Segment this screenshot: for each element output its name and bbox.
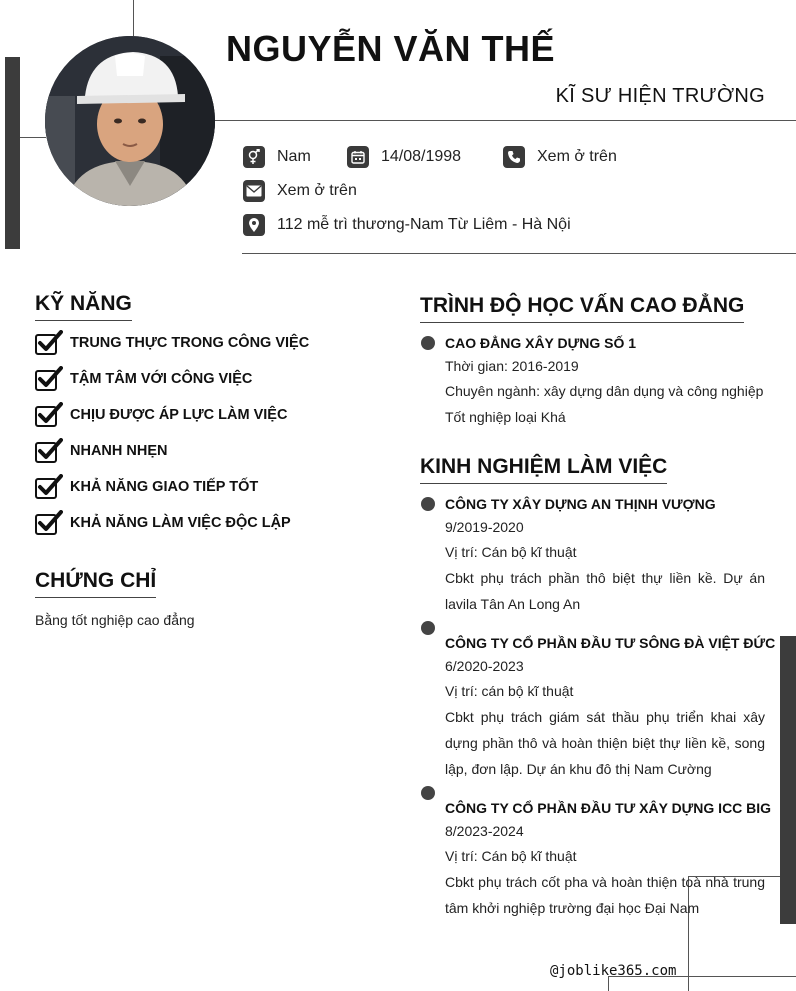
skill-label: KHẢ NĂNG LÀM VIỆC ĐỘC LẬP	[70, 515, 291, 531]
info-birthdate	[347, 146, 461, 168]
skill-label: CHỊU ĐƯỢC ÁP LỰC LÀM VIỆC	[70, 407, 288, 423]
info-gender	[243, 146, 311, 168]
job-position: Vị trí: cán bộ kĩ thuật	[445, 683, 574, 699]
job-title: KĨ SƯ HIỆN TRƯỜNG	[555, 85, 765, 107]
checkbox-check-icon	[35, 330, 63, 356]
info-address	[243, 214, 571, 236]
calendar-icon	[347, 146, 369, 168]
skill-item	[35, 402, 287, 428]
job-description: Cbkt phụ trách phần thô biệt thự liền kề. Dự án lavila Tân An Long An	[445, 570, 765, 612]
job-description: Cbkt phụ trách giám sát thầu phụ triển khai xây dựng phần thô và hoàn thiện biệt thự liền kề, song lập, đơn lập. Dự án khu đô thị Nam Cường	[445, 709, 765, 777]
avatar-horizontal-line	[20, 137, 46, 138]
location-pin-icon	[243, 214, 265, 236]
timeline-bullet	[421, 336, 435, 350]
skill-label: TRUNG THỰC TRONG CÔNG VIỆC	[70, 335, 310, 351]
phone-value: Xem ở trên	[537, 148, 617, 165]
info-divider	[242, 253, 796, 254]
education-time: Thời gian: 2016-2019	[445, 358, 579, 374]
checkbox-check-icon	[35, 438, 63, 464]
job-position: Vị trí: Cán bộ kĩ thuật	[445, 848, 577, 864]
email-value: Xem ở trên	[277, 182, 357, 199]
job-company: CÔNG TY XÂY DỰNG AN THỊNH VƯỢNG	[445, 496, 716, 512]
skill-item	[35, 438, 167, 464]
education-grade: Tốt nghiệp loại Khá	[445, 409, 566, 425]
skill-item	[35, 474, 258, 500]
skill-item	[35, 330, 309, 356]
education-school: CAO ĐẲNG XÂY DỰNG SỐ 1	[445, 335, 637, 351]
skill-item	[35, 510, 291, 536]
phone-icon	[503, 146, 525, 168]
education-title: TRÌNH ĐỘ HỌC VẤN CAO ĐẲNG	[420, 294, 744, 323]
skill-label: TẬM TÂM VỚI CÔNG VIỆC	[70, 371, 253, 387]
info-phone	[503, 146, 617, 168]
avatar-portrait	[45, 36, 215, 206]
avatar	[45, 36, 215, 206]
checkbox-check-icon	[35, 474, 63, 500]
skills-title: KỸ NĂNG	[35, 292, 132, 321]
job-company: CÔNG TY CỔ PHẦN ĐẦU TƯ XÂY DỰNG ICC BIG	[445, 800, 772, 816]
birthdate-value: 14/08/1998	[381, 148, 462, 165]
candidate-name: NGUYỄN VĂN THẾ	[226, 28, 556, 69]
skill-label: KHẢ NĂNG GIAO TIẾP TỐT	[70, 479, 259, 495]
right-accent-bar	[780, 636, 796, 924]
timeline-bullet	[421, 621, 435, 635]
job-position: Vị trí: Cán bộ kĩ thuật	[445, 544, 577, 560]
info-email	[243, 180, 357, 202]
top-vertical-line	[133, 0, 134, 36]
header-divider	[215, 120, 796, 121]
watermark-text: @joblike365.com	[550, 963, 677, 979]
certificate-text: Bằng tốt nghiệp cao đẳng	[35, 612, 195, 628]
checkbox-check-icon	[35, 366, 63, 392]
job-period: 6/2020-2023	[445, 658, 524, 674]
timeline-bullet	[421, 786, 435, 800]
email-icon	[243, 180, 265, 202]
job-period: 9/2019-2020	[445, 519, 524, 535]
job-description: Cbkt phụ trách cốt pha và hoàn thiện toà nhà trung tâm khởi nghiệp trường đại học Đại Nam	[445, 874, 765, 916]
job-period: 8/2023-2024	[445, 823, 524, 839]
experience-title: KINH NGHIỆM LÀM VIỆC	[420, 455, 667, 484]
left-accent-bar	[5, 57, 20, 249]
address-value: 112 mễ trì thương-Nam Từ Liêm - Hà Nội	[277, 216, 571, 233]
checkbox-check-icon	[35, 402, 63, 428]
education-major: Chuyên ngành: xây dựng dân dụng và công nghiệp	[445, 383, 764, 399]
job-company: CÔNG TY CỔ PHẦN ĐẦU TƯ SÔNG ĐÀ VIỆT ĐỨC	[445, 635, 776, 651]
gender-value: Nam	[277, 148, 311, 165]
checkbox-check-icon	[35, 510, 63, 536]
timeline-bullet	[421, 497, 435, 511]
skill-label: NHANH NHẸN	[70, 443, 168, 459]
gender-icon	[243, 146, 265, 168]
certificates-title: CHỨNG CHỈ	[35, 569, 156, 598]
skill-item	[35, 366, 252, 392]
